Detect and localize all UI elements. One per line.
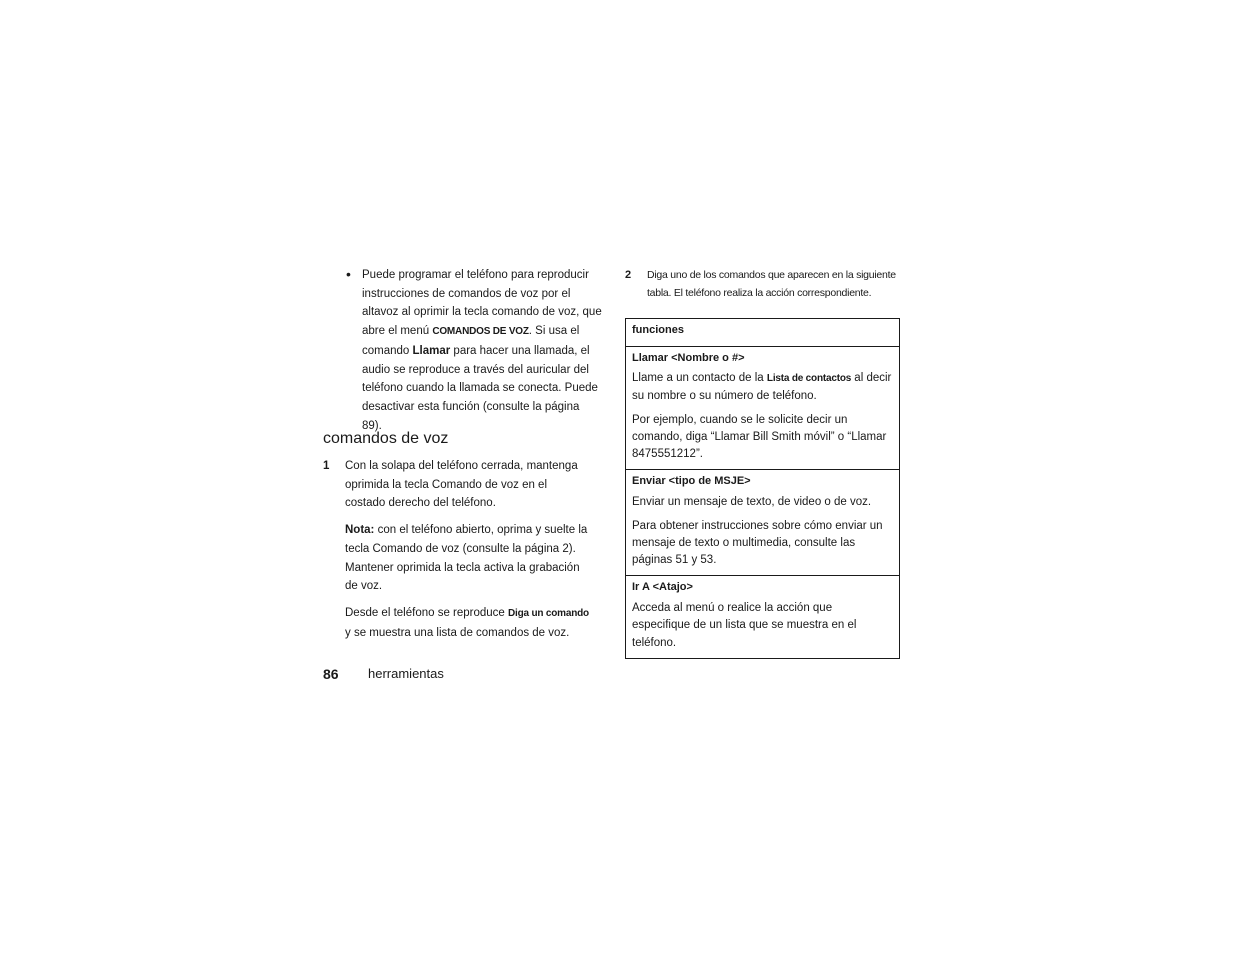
- description-part: Llame a un contacto de la: [632, 372, 767, 384]
- footer-section-label: herramientas: [368, 666, 444, 681]
- note-text: con el teléfono abierto, oprima y suelte la tecla Comando de voz (consulte la página 2). Mantener oprimida la tecla activa la grabación de voz.: [345, 524, 588, 593]
- command-description: Para obtener instrucciones sobre cómo enviar un mensaje de texto o multimedia, consulte las páginas 51 y 53.: [632, 520, 883, 566]
- table-header: funciones: [626, 319, 900, 347]
- command-example: Por ejemplo, cuando se le solicite decir un comando, diga “Llamar Bill Smith móvil” o “Llamar 8475551212”.: [632, 414, 887, 460]
- bullet-marker: •: [346, 266, 351, 282]
- command-title: Enviar <tipo de MSJE>: [632, 475, 751, 487]
- step-1: [345, 457, 590, 642]
- note: [345, 521, 590, 596]
- section-heading: comandos de voz: [323, 430, 449, 447]
- command-title: Ir A <Atajo>: [632, 581, 693, 593]
- table-cell: [626, 576, 900, 659]
- table-row: [626, 576, 900, 659]
- description-part: al decir su nombre o su número de teléfono.: [632, 372, 892, 402]
- command-title: Llamar <Nombre o #>: [632, 351, 745, 364]
- command-description: Acceda al menú o realice la acción que especifique de un lista que se muestra en el teléfono.: [632, 601, 857, 649]
- table-header-row: [626, 319, 900, 347]
- bullet-paragraph: [362, 266, 602, 435]
- prompt-name: Diga un comando: [508, 607, 589, 619]
- command-description: [632, 370, 893, 405]
- note-label: Nota:: [345, 524, 375, 537]
- contacts-list-name: Lista de contactos: [766, 373, 852, 384]
- playback-text: [345, 604, 590, 642]
- command-name: Llamar: [412, 344, 451, 357]
- step-number: 2: [625, 269, 632, 281]
- bullet-text-part: Puede programar el teléfono para reproducir instrucciones de comandos de voz por el altavoz al oprimir la tecla comando de voz, que abre el menú: [362, 269, 602, 338]
- table-cell: [626, 346, 900, 470]
- playback-text-part: Desde el teléfono se reproduce: [345, 606, 509, 619]
- step-number: 1: [323, 460, 330, 472]
- menu-name: COMANDOS DE VOZ: [432, 326, 529, 338]
- bullet-text-part: para hacer una llamada, el audio se reproduce a través del auricular del teléfono cuando la llamada se conecta. Puede desactivar esta función (consulte la página 89).: [362, 344, 598, 432]
- step-2: Diga uno de los comandos que aparecen en la siguiente tabla. El teléfono realiza la acción correspondiente.: [647, 269, 896, 299]
- bullet-text-part: . Si usa el comando: [362, 325, 580, 357]
- command-description: Enviar un mensaje de texto, de video o de voz.: [632, 495, 872, 508]
- playback-text-part: y se muestra una lista de comandos de voz.: [345, 626, 570, 639]
- step-text: Con la solapa del teléfono cerrada, mantenga oprimida la tecla Comando de voz en el costado derecho del teléfono.: [345, 460, 578, 510]
- page-number: 86: [323, 666, 339, 682]
- table-row: [626, 470, 900, 576]
- functions-table: [625, 318, 900, 659]
- table-row: [626, 346, 900, 470]
- table-cell: [626, 470, 900, 576]
